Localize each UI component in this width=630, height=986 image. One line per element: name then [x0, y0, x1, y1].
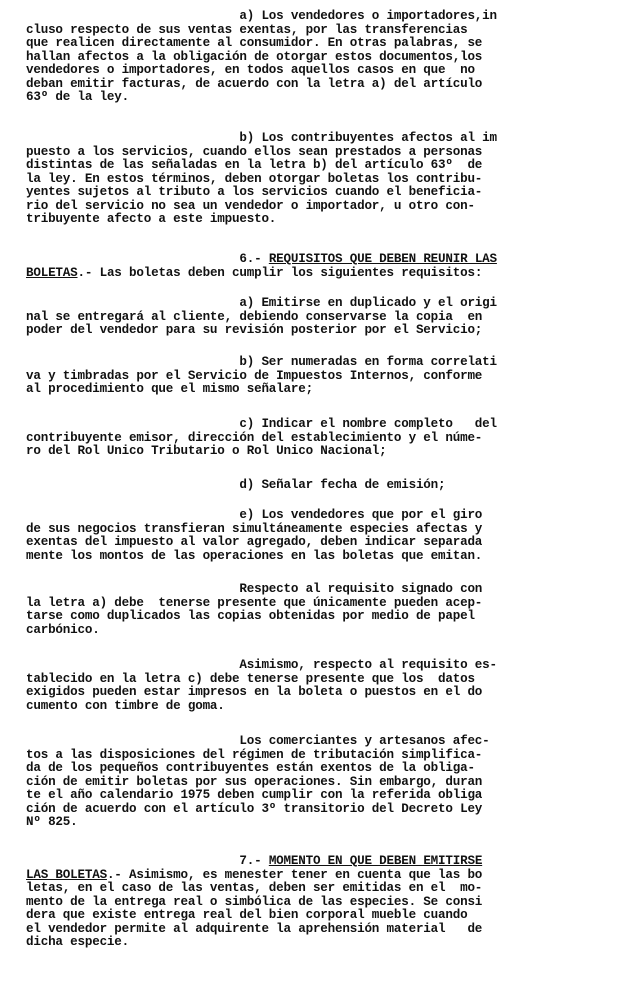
text-line: [26, 51, 606, 65]
text-line: [26, 509, 606, 523]
line-text: mento de la entrega real o simbólica de las especies. Se consi: [26, 894, 483, 909]
text-line: [26, 803, 606, 817]
text-line: [26, 789, 606, 803]
section-heading-7: [26, 855, 606, 950]
text-line: [26, 91, 606, 105]
line-text: hallan afectos a la obligación de otorgar estos documentos,los: [26, 49, 483, 64]
line-text: que realicen directamente al consumidor. En otras palabras, se: [26, 36, 483, 50]
text-line: [26, 700, 606, 714]
text-line: [26, 869, 606, 883]
line-text: tarse como duplicados las copias obtenidas por medio de papel: [26, 609, 475, 623]
line-text: dera que existe entrega real del bien corporal mueble cuando: [26, 908, 468, 922]
text-line: [26, 432, 606, 446]
requirement-b: [26, 356, 606, 397]
line-text: yentes sujetos al tributo a los servicios cuando el beneficia-: [26, 185, 483, 199]
text-line: [26, 550, 606, 564]
line-text: Respecto al requisito signado con: [26, 582, 483, 596]
line-text: puesto a los servicios, cuando ellos sean prestados a personas: [26, 144, 483, 159]
line-text: Asimismo, respecto al requisito es-: [26, 658, 497, 672]
line-text: va y timbradas por el Servicio de Impuestos Internos, conforme: [26, 368, 483, 383]
text-line: [26, 200, 606, 214]
requirement-e: [26, 509, 606, 563]
text-line: [26, 659, 606, 673]
text-line: [26, 749, 606, 763]
underlined-heading-text: REQUISITOS QUE DEBEN REUNIR LAS: [268, 252, 497, 266]
line-text: da de los pequeños contribuyentes están exentos de la obliga-: [26, 761, 475, 775]
line-text: nal se entregará al cliente, debiendo conservarse la copia en: [26, 309, 483, 324]
text-line: [26, 159, 606, 173]
line-text: cluso respecto de sus ventas exentas, por las transferencias: [26, 22, 468, 37]
text-line: [26, 896, 606, 910]
paragraph-requisito-c: [26, 659, 606, 713]
text-line: [26, 383, 606, 397]
text-line: [26, 253, 606, 267]
line-text: Nº 825.: [26, 815, 78, 829]
text-line: [26, 267, 606, 281]
text-line: [26, 418, 606, 432]
text-line: [26, 324, 606, 338]
underlined-heading-text: MOMENTO EN QUE DEBEN EMITIRSE: [268, 854, 483, 868]
line-text: e) Los vendedores que por el giro: [26, 508, 483, 522]
line-text: exentas del impuesto al valor agregado, deben indicar separada: [26, 535, 483, 549]
line-text: mente los montos de las operaciones en las boletas que emitan.: [26, 548, 483, 563]
text-line: [26, 686, 606, 700]
line-text: carbónico.: [26, 622, 100, 637]
text-line: [26, 37, 606, 51]
text-line: [26, 186, 606, 200]
text-line: [26, 479, 606, 493]
line-text: ro del Rol Unico Tributario o Rol Unico Nacional;: [26, 444, 387, 458]
section-heading-6: [26, 253, 606, 280]
text-line: [26, 762, 606, 776]
line-text: tablecido en la letra c) debe tenerse presente que los datos: [26, 671, 475, 686]
text-line: [26, 356, 606, 370]
text-line: [26, 24, 606, 38]
line-text: la letra a) debe tenerse presente que únicamente pueden acep-: [26, 595, 483, 610]
line-text: a) Emitirse en duplicado y el origi: [26, 296, 497, 310]
line-text: c) Indicar el nombre completo del: [26, 417, 497, 431]
line-text: exigidos pueden estar impresos en la boleta o puestos en el do: [26, 685, 483, 699]
line-text: vendedores o importadores, en todos aquellos casos en que no: [26, 63, 475, 77]
line-text: ción de emitir boletas por sus operaciones. Sin embargo, duran: [26, 774, 483, 789]
line-text: distintas de las señaladas en la letra b) del artículo 63º de: [26, 158, 483, 172]
text-line: [26, 78, 606, 92]
text-line: [26, 213, 606, 227]
text-line: [26, 173, 606, 187]
text-line: [26, 445, 606, 459]
line-text: la ley. En estos términos, deben otorgar boletas los contribu-: [26, 171, 483, 186]
line-text: a) Los vendedores o importadores,in: [26, 9, 497, 23]
text-line: [26, 132, 606, 146]
requirement-c: [26, 418, 606, 459]
line-text: deban emitir facturas, de acuerdo con la letra a) del artículo: [26, 76, 483, 91]
text-line: [26, 583, 606, 597]
line-text: .- Asimismo, es menester tener en cuenta que las bo: [106, 867, 483, 882]
line-text: dicha especie.: [26, 935, 130, 949]
text-line: [26, 64, 606, 78]
underlined-heading-text: BOLETAS: [26, 265, 78, 280]
line-text: cumento con timbre de goma.: [26, 698, 225, 713]
line-text: Los comerciantes y artesanos afec-: [26, 734, 490, 748]
text-line: [26, 597, 606, 611]
text-line: [26, 816, 606, 830]
line-text: tribuyente afecto a este impuesto.: [26, 212, 277, 226]
text-line: [26, 624, 606, 638]
line-text: .- Las boletas deben cumplir los siguientes requisitos:: [77, 265, 483, 280]
line-text: letas, en el caso de las ventas, deben ser emitidas en el mo-: [26, 881, 483, 895]
text-line: [26, 297, 606, 311]
line-text: te el año calendario 1975 deben cumplir con la referida obliga: [26, 788, 483, 802]
text-line: [26, 536, 606, 550]
text-line: [26, 855, 606, 869]
paragraph-vendedores: [26, 10, 606, 105]
requirement-a: [26, 297, 606, 338]
line-text: el vendedor permite al adquirente la aprehensión material de: [26, 921, 483, 936]
line-text: de sus negocios transfieran simultáneamente especies afectas y: [26, 521, 483, 536]
line-text: al procedimiento que el mismo señalare;: [26, 382, 313, 396]
text-line: [26, 882, 606, 896]
line-text: d) Señalar fecha de emisión;: [26, 478, 446, 492]
paragraph-contribuyentes: [26, 132, 606, 227]
line-text: poder del vendedor para su revisión posterior por el Servicio;: [26, 323, 483, 337]
line-text: 7.-: [26, 854, 269, 868]
line-text: contribuyente emisor, dirección del establecimiento y el núme-: [26, 430, 483, 445]
text-line: [26, 936, 606, 950]
underlined-heading-text: LAS BOLETAS: [26, 867, 107, 882]
paragraph-requisito-a: [26, 583, 606, 637]
line-text: 63º de la ley.: [26, 90, 130, 104]
line-text: rio del servicio no sea un vendedor o importador, u otro con-: [26, 198, 475, 213]
text-line: [26, 146, 606, 160]
paragraph-comerciantes: [26, 735, 606, 830]
line-text: 6.-: [26, 252, 269, 266]
text-line: [26, 735, 606, 749]
text-line: [26, 673, 606, 687]
text-line: [26, 523, 606, 537]
text-line: [26, 10, 606, 24]
text-line: [26, 909, 606, 923]
text-line: [26, 776, 606, 790]
line-text: b) Los contribuyentes afectos al im: [26, 131, 497, 145]
text-line: [26, 311, 606, 325]
text-line: [26, 610, 606, 624]
line-text: ción de acuerdo con el artículo 3º transitorio del Decreto Ley: [26, 801, 483, 816]
line-text: tos a las disposiciones del régimen de tributación simplifica-: [26, 747, 483, 762]
line-text: b) Ser numeradas en forma correlati: [26, 355, 497, 369]
text-line: [26, 370, 606, 384]
requirement-d: [26, 479, 606, 493]
text-line: [26, 923, 606, 937]
